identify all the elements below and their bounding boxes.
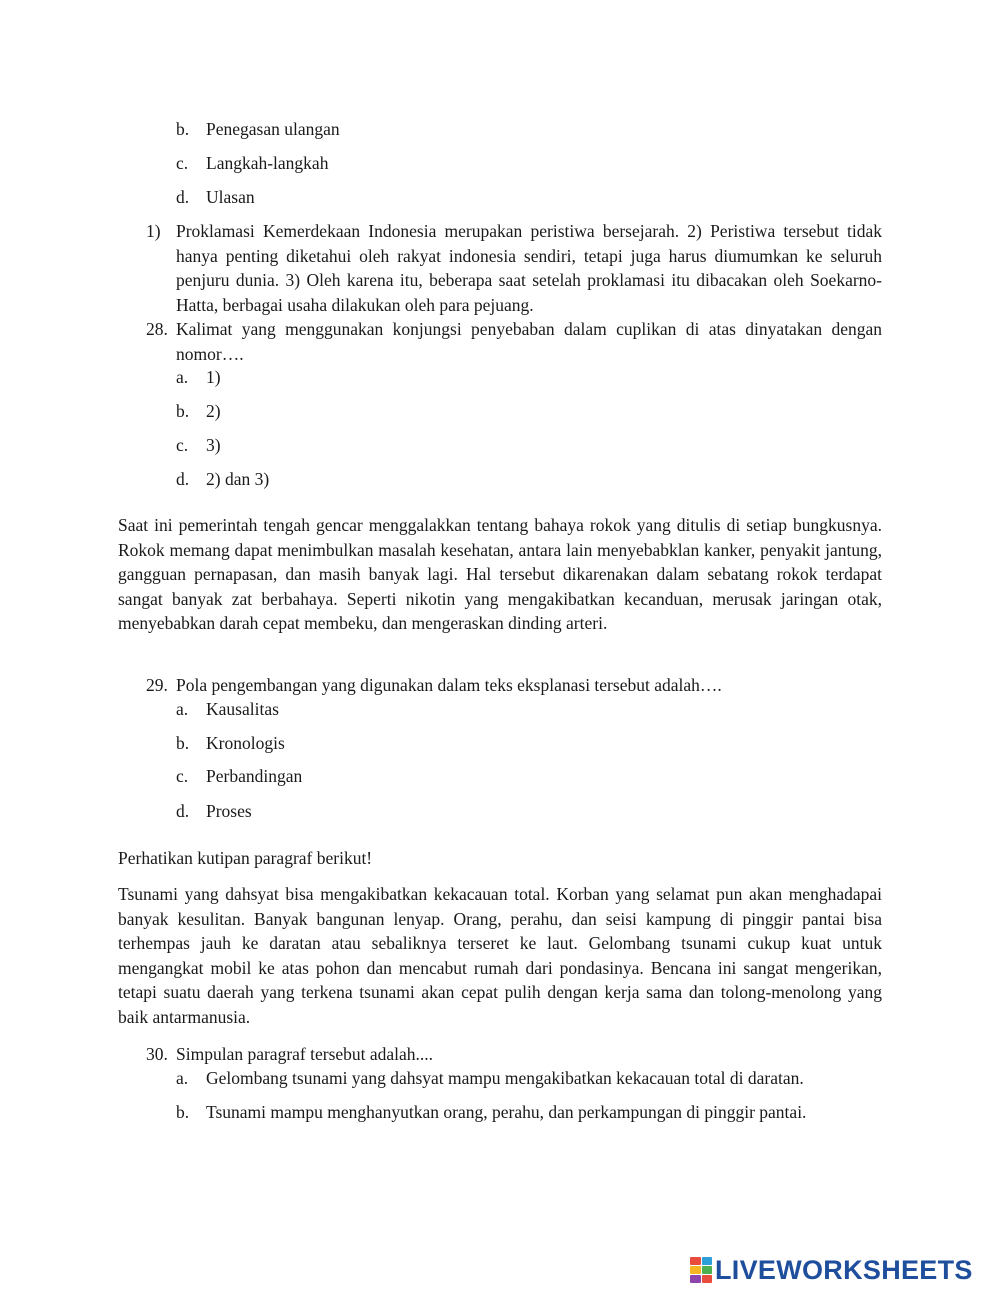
option-letter: d. [176, 469, 190, 489]
passage1-marker: 1) [146, 221, 161, 241]
option-text: Gelombang tsunami yang dahsyat mampu mengakibatkan kekacauan total di daratan. [206, 1068, 804, 1088]
instruction-text: Perhatikan kutipan paragraf berikut! [118, 848, 373, 868]
option-text: 2) [206, 401, 221, 421]
q29-option-b[interactable] [176, 731, 285, 755]
q30-number: 30. [146, 1044, 168, 1064]
option-letter: b. [176, 1102, 190, 1122]
option-letter: d. [176, 801, 190, 821]
option-text: Tsunami mampu menghanyutkan orang, perahu, dan perkampungan di pinggir pantai. [206, 1102, 807, 1122]
option-letter: c. [176, 435, 189, 455]
q30-question: Simpulan paragraf tersebut adalah.... [176, 1044, 434, 1064]
passage3-text: Tsunami yang dahsyat bisa mengakibatkan kekacauan total. Korban yang selamat pun akan menghadapai banyak kesulitan. Banyak bangunan lenyap. Orang, perahu, dan seisi kampung di pinggir pantai bisa terhempas jauh ke daratan atau sebaliknya terseret ke laut. Gelombang tsunami cukup kuat untuk mengangkat mobil ke atas pohon dan mencabut rumah dari pondasinya. Bencana ini sangat mengerikan, tetapi suatu daerah yang terkena tsunami akan cepat pulih dengan kerja sama dan tolong-menolong yang baik antarmanusia. [118, 884, 882, 1027]
option-text: 3) [206, 435, 221, 455]
q28-option-a[interactable] [176, 365, 221, 389]
passage1-text: Proklamasi Kemerdekaan Indonesia merupakan peristiwa bersejarah. 2) Peristiwa tersebut tidak hanya penting diketahui oleh rakyat indonesia sendiri, tetapi juga harus diumumkan ke seluruh penjuru dunia. 3) Oleh karena itu, beberapa saat setelah proklamasi itu dibacakan oleh Soekarno-Hatta, berbagai usaha dilakukan oleh para pejuang. [176, 221, 882, 315]
option-text: Langkah-langkah [206, 153, 329, 173]
option-text: Perbandingan [206, 766, 303, 786]
logo-text: LIVEWORKSHEETS [715, 1255, 973, 1285]
option-letter: a. [176, 1068, 189, 1088]
option-letter: a. [176, 699, 189, 719]
q29-option-c[interactable] [176, 764, 302, 788]
q29-number: 29. [146, 675, 168, 695]
q27-option-b [176, 117, 340, 141]
option-text: 1) [206, 367, 221, 387]
option-letter: b. [176, 733, 190, 753]
option-text: 2) dan 3) [206, 469, 270, 489]
option-text: Kronologis [206, 733, 285, 753]
logo-grid-icon [690, 1257, 712, 1283]
q28-option-c[interactable] [176, 433, 221, 457]
q30-option-b[interactable] [176, 1100, 806, 1124]
option-letter: b. [176, 119, 190, 139]
option-letter: b. [176, 401, 190, 421]
q29-option-a[interactable] [176, 697, 279, 721]
option-text: Proses [206, 801, 252, 821]
q28-number: 28. [146, 319, 168, 339]
q30-option-a[interactable] [176, 1066, 804, 1090]
q29-question: Pola pengembangan yang digunakan dalam teks eksplanasi tersebut adalah…. [176, 675, 722, 695]
option-letter: d. [176, 187, 190, 207]
q27-option-c [176, 151, 328, 175]
option-text: Ulasan [206, 187, 255, 207]
option-text: Kausalitas [206, 699, 279, 719]
option-letter: a. [176, 367, 189, 387]
q29-option-d[interactable] [176, 799, 252, 823]
liveworksheets-logo [690, 1255, 973, 1285]
q27-option-d [176, 185, 255, 209]
option-text: Penegasan ulangan [206, 119, 340, 139]
q28-option-b[interactable] [176, 399, 221, 423]
option-letter: c. [176, 766, 189, 786]
passage2-text: Saat ini pemerintah tengah gencar menggalakkan tentang bahaya rokok yang ditulis di setiap bungkusnya. Rokok memang dapat menimbulkan masalah kesehatan, antara lain menyebabklan kanker, penyakit jantung, gangguan pernapasan, dan masih banyak lagi. Hal tersebut dikarenakan dalam sebatang rokok terdapat sangat banyak zat berbahaya. Seperti nikotin yang mengakibatkan kecanduan, merusak jaringan otak, menyebabkan darah cepat membeku, dan mengeraskan dinding arteri. [118, 515, 882, 633]
option-letter: c. [176, 153, 189, 173]
q28-option-d[interactable] [176, 467, 269, 491]
q28-question: Kalimat yang menggunakan konjungsi penyebaban dalam cuplikan di atas dinyatakan dengan nomor…. [176, 319, 882, 364]
